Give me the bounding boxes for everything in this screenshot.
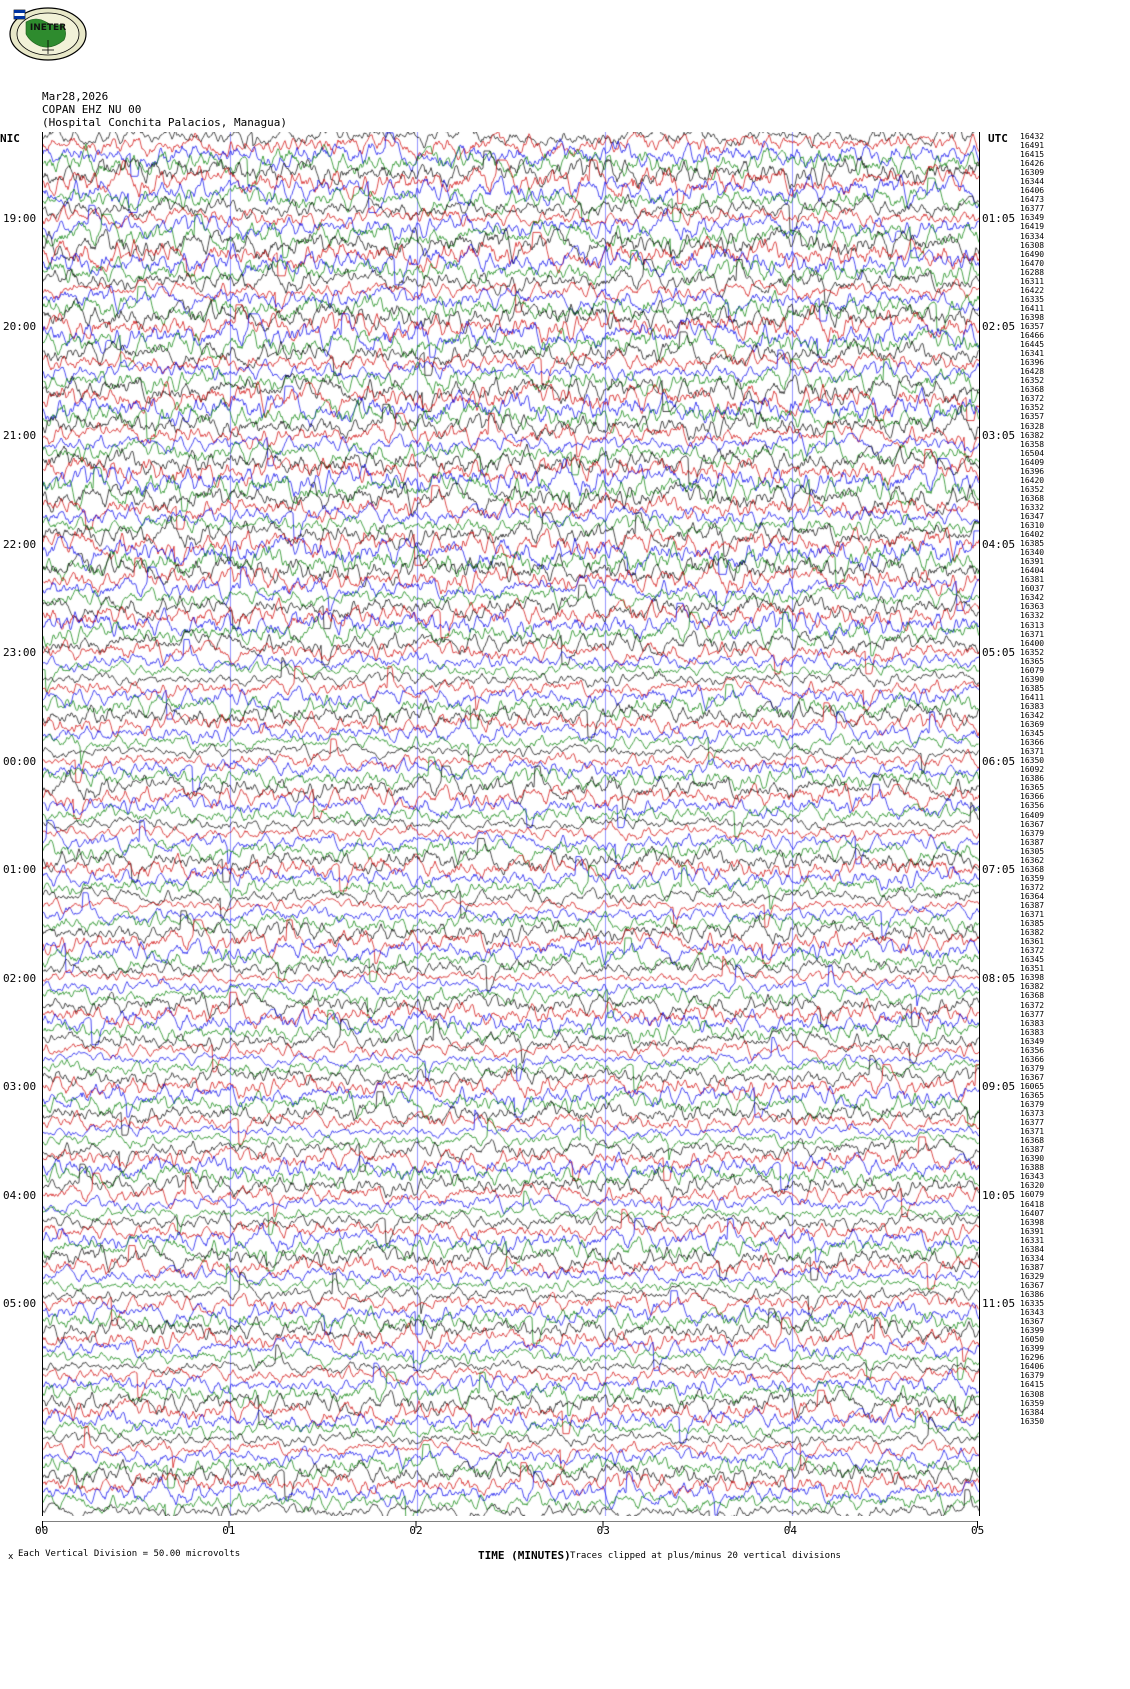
scale-value: 16367 (1020, 1317, 1045, 1327)
scale-value: 16399 (1020, 1344, 1045, 1354)
left-time-label: 19:00 (3, 211, 37, 225)
scale-value: 16491 (1020, 141, 1045, 151)
scale-value: 16288 (1020, 267, 1045, 277)
helicorder-plot (42, 132, 980, 1516)
left-time-label: 20:00 (3, 320, 37, 334)
scale-value: 16371 (1020, 1127, 1045, 1137)
scale-value: 16362 (1020, 855, 1045, 865)
scale-value: 16372 (1020, 882, 1045, 892)
left-time-label: 23:00 (3, 646, 37, 660)
scale-value: 16356 (1020, 1045, 1045, 1055)
x-tick-label: 03 (596, 1524, 610, 1537)
scale-value: 16387 (1020, 1145, 1045, 1155)
scale-value: 16366 (1020, 1054, 1045, 1064)
header-station: COPAN EHZ NU 00 (42, 103, 142, 116)
scale-value: 16368 (1020, 991, 1045, 1001)
scale-value: 16356 (1020, 801, 1045, 811)
x-tick-label: 00 (35, 1524, 49, 1537)
scale-value: 16335 (1020, 294, 1045, 304)
scale-value: 16396 (1020, 358, 1045, 368)
left-time-label: 21:00 (3, 429, 37, 443)
scale-value: 16368 (1020, 385, 1045, 395)
scale-value: 16366 (1020, 792, 1045, 802)
scale-value: 16382 (1020, 928, 1045, 938)
scale-value: 16388 (1020, 1163, 1045, 1173)
right-time-label: 07:05 (982, 863, 1016, 877)
left-time-label: 02:00 (3, 971, 37, 985)
scale-value: 16313 (1020, 620, 1045, 630)
scale-value: 16383 (1020, 1027, 1045, 1037)
scale-value: 16466 (1020, 331, 1045, 341)
scale-value: 16296 (1020, 1353, 1045, 1363)
scale-value: 16490 (1020, 249, 1045, 259)
scale-value: 16305 (1020, 846, 1045, 856)
scale-value: 16050 (1020, 1335, 1045, 1345)
scale-value: 16415 (1020, 1380, 1045, 1390)
scale-value: 16340 (1020, 548, 1045, 558)
scale-value: 16407 (1020, 1208, 1045, 1218)
left-time-label: 04:00 (3, 1188, 37, 1202)
scale-value: 16411 (1020, 692, 1045, 702)
header-date: Mar28,2026 (42, 90, 109, 103)
scale-value: 16352 (1020, 376, 1045, 386)
scale-value: 16382 (1020, 430, 1045, 440)
right-time-label: 02:05 (982, 320, 1016, 334)
scale-value: 16390 (1020, 674, 1045, 684)
scale-value: 16367 (1020, 1280, 1045, 1290)
scale-value: 16382 (1020, 982, 1045, 992)
scale-value: 16379 (1020, 828, 1045, 838)
right-time-label: 05:05 (982, 646, 1016, 660)
scale-value: 16420 (1020, 475, 1045, 485)
scale-value: 16359 (1020, 1398, 1045, 1408)
scale-value: 16350 (1020, 1416, 1045, 1426)
scale-value: 16335 (1020, 1299, 1045, 1309)
scale-value: 16373 (1020, 1109, 1045, 1119)
scale-value: 16504 (1020, 448, 1045, 458)
scale-value: 16065 (1020, 1081, 1045, 1091)
x-tick-label: 05 (971, 1524, 985, 1537)
scale-value: 16396 (1020, 466, 1045, 476)
scale-value: 16371 (1020, 747, 1045, 757)
scale-value: 16368 (1020, 1136, 1045, 1146)
scale-value: 16341 (1020, 349, 1045, 359)
scale-value: 16367 (1020, 819, 1045, 829)
scale-value: 16386 (1020, 774, 1045, 784)
scale-value: 16079 (1020, 665, 1045, 675)
scale-value: 16359 (1020, 873, 1045, 883)
scale-value: 16331 (1020, 1235, 1045, 1245)
scale-value: 16399 (1020, 1326, 1045, 1336)
scale-value: 16377 (1020, 1118, 1045, 1128)
clip-note: Traces clipped at plus/minus 20 vertical divisions (570, 1551, 841, 1561)
scale-value: 16365 (1020, 656, 1045, 666)
scale-value: 16426 (1020, 159, 1045, 169)
scale-value: 16432 (1020, 132, 1045, 141)
left-time-label: 22:00 (3, 537, 37, 551)
right-time-label: 11:05 (982, 1297, 1016, 1311)
scale-value: 16387 (1020, 837, 1045, 847)
scale-value: 16404 (1020, 566, 1045, 576)
right-time-label: 10:05 (982, 1188, 1016, 1202)
x-tick-label: 02 (409, 1524, 423, 1537)
scale-value: 16387 (1020, 900, 1045, 910)
ineter-logo (8, 6, 88, 62)
left-axis-label: NIC (0, 132, 20, 145)
scale-value: 16347 (1020, 511, 1045, 521)
scale-value: 16079 (1020, 1190, 1045, 1200)
scale-value: 16385 (1020, 539, 1045, 549)
scale-value: 16342 (1020, 711, 1045, 720)
left-time-label: 03:00 (3, 1080, 37, 1094)
scale-value: 16334 (1020, 1253, 1045, 1263)
scale-value: 16383 (1020, 1018, 1045, 1028)
scale-value: 16350 (1020, 756, 1045, 766)
scale-value: 16364 (1020, 891, 1045, 901)
scale-value: 16311 (1020, 276, 1045, 286)
scale-mark: x (8, 1552, 14, 1562)
scale-value: 16352 (1020, 484, 1045, 494)
scale-value: 16409 (1020, 810, 1045, 820)
scale-value: 16345 (1020, 729, 1045, 739)
scale-value: 16368 (1020, 864, 1045, 874)
scale-value: 16400 (1020, 638, 1045, 648)
scale-value: 16445 (1020, 340, 1045, 350)
right-time-label: 03:05 (982, 429, 1016, 443)
scale-value: 16406 (1020, 186, 1045, 196)
scale-value: 16357 (1020, 412, 1045, 422)
scale-value: 16377 (1020, 1009, 1045, 1019)
left-time-label: 01:00 (3, 863, 37, 877)
scale-value: 16387 (1020, 1262, 1045, 1272)
scale-value: 16342 (1020, 593, 1045, 603)
scale-value: 16092 (1020, 765, 1045, 775)
scale-value: 16406 (1020, 1362, 1045, 1372)
scale-value: 16372 (1020, 1000, 1045, 1010)
scale-value: 16365 (1020, 783, 1045, 793)
scale-value: 16398 (1020, 973, 1045, 983)
scale-value: 16037 (1020, 584, 1045, 594)
x-axis-title: TIME (MINUTES) (478, 1549, 571, 1562)
scale-value: 16351 (1020, 964, 1045, 974)
scale-value: 16381 (1020, 575, 1045, 585)
scale-value: 16320 (1020, 1181, 1045, 1191)
scale-value: 16391 (1020, 557, 1045, 567)
scale-value: 16372 (1020, 946, 1045, 956)
right-time-label: 01:05 (982, 211, 1016, 225)
right-axis-label: UTC (988, 132, 1008, 145)
left-time-label: 05:00 (3, 1297, 37, 1311)
scale-value: 16384 (1020, 1244, 1045, 1254)
scale-value: 16411 (1020, 303, 1045, 313)
scale-value: 16357 (1020, 321, 1045, 331)
scale-value: 16385 (1020, 919, 1045, 929)
scale-value: 16358 (1020, 439, 1045, 449)
scale-value: 16308 (1020, 1389, 1045, 1399)
scale-value: 16310 (1020, 521, 1045, 531)
scale-value: 16386 (1020, 1290, 1045, 1299)
scale-value: 16334 (1020, 231, 1045, 241)
x-tick-label: 04 (783, 1524, 798, 1537)
right-time-label: 09:05 (982, 1080, 1016, 1094)
scale-value: 16390 (1020, 1154, 1045, 1164)
scale-value: 16422 (1020, 285, 1045, 295)
scale-value: 16349 (1020, 213, 1045, 223)
scale-value: 16349 (1020, 1036, 1045, 1046)
x-tick-labels (0, 1524, 1130, 1540)
scale-value: 16309 (1020, 168, 1045, 178)
right-scale-values (1020, 132, 1064, 1426)
scale-value: 16398 (1020, 1217, 1045, 1227)
scale-value: 16415 (1020, 150, 1045, 160)
scale-value: 16385 (1020, 683, 1045, 693)
scale-value: 16383 (1020, 701, 1045, 711)
right-time-label: 06:05 (982, 754, 1016, 768)
scale-value: 16371 (1020, 629, 1045, 639)
scale-value: 16473 (1020, 195, 1045, 205)
x-tick-label: 01 (222, 1524, 236, 1537)
scale-value: 16371 (1020, 910, 1045, 920)
chart-header (42, 90, 287, 129)
scale-value: 16361 (1020, 937, 1045, 947)
left-time-label: 00:00 (3, 754, 37, 768)
scale-value: 16343 (1020, 1172, 1045, 1182)
scale-value: 16328 (1020, 421, 1045, 431)
header-location: (Hospital Conchita Palacios, Managua) (42, 116, 288, 129)
scale-value: 16409 (1020, 457, 1045, 467)
scale-value: 16352 (1020, 403, 1045, 413)
scale-value: 16367 (1020, 1072, 1045, 1082)
scale-value: 16384 (1020, 1407, 1045, 1417)
scale-value: 16402 (1020, 530, 1045, 540)
scale-value: 16368 (1020, 493, 1045, 503)
scale-value: 16369 (1020, 720, 1045, 730)
scale-value: 16418 (1020, 1199, 1045, 1209)
scale-value: 16377 (1020, 204, 1045, 214)
scale-value: 16379 (1020, 1371, 1045, 1381)
right-time-label: 08:05 (982, 971, 1016, 985)
scale-value: 16366 (1020, 738, 1045, 748)
scale-value: 16470 (1020, 258, 1045, 268)
scale-value: 16379 (1020, 1063, 1045, 1073)
scale-value: 16332 (1020, 611, 1045, 621)
scale-value: 16419 (1020, 222, 1045, 232)
seismogram-canvas (43, 132, 979, 1516)
scale-value: 16345 (1020, 955, 1045, 965)
scale-value: 16308 (1020, 240, 1045, 250)
scale-value: 16332 (1020, 502, 1045, 512)
scale-value: 16344 (1020, 177, 1045, 187)
scale-value: 16379 (1020, 1100, 1045, 1110)
scale-value: 16428 (1020, 367, 1045, 377)
scale-value: 16365 (1020, 1090, 1045, 1100)
right-time-label: 04:05 (982, 537, 1016, 551)
scale-value: 16343 (1020, 1308, 1045, 1318)
scale-value: 16372 (1020, 394, 1045, 404)
scale-note: Each Vertical Division = 50.00 microvolts (18, 1549, 241, 1559)
scale-value: 16329 (1020, 1271, 1045, 1281)
scale-value: 16363 (1020, 602, 1045, 612)
svg-text:INETER: INETER (29, 23, 67, 33)
scale-value: 16398 (1020, 312, 1045, 322)
scale-value: 16391 (1020, 1226, 1045, 1236)
scale-value: 16352 (1020, 647, 1045, 657)
